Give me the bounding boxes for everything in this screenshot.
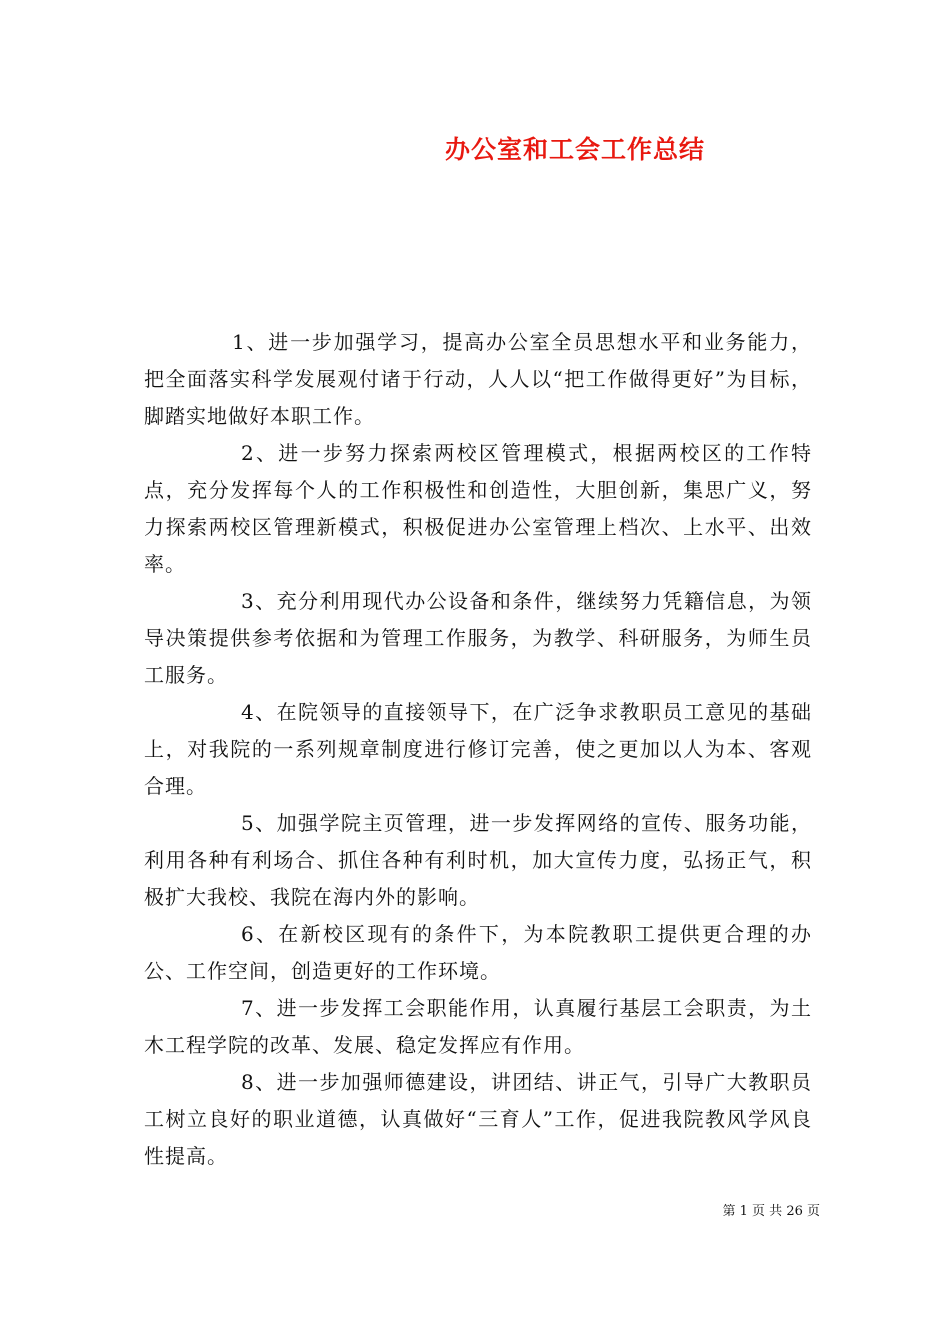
paragraph-8: 8、进一步加强师德建设，讲团结、讲正气，引导广大教职员工树立良好的职业道德，认真做好“三育人”工作，促进我院教风学风良性提高。 xyxy=(144,1070,812,1168)
paragraph-2: 2、进一步努力探索两校区管理模式，根据两校区的工作特点，充分发挥每个人的工作积极性和创造性，大胆创新，集思广义，努力探索两校区管理新模式，积极促进办公室管理上档次、上水平、出效率。 xyxy=(144,441,812,576)
paragraph-4: 4、在院领导的直接领导下，在广泛争求教职员工意见的基础上，对我院的一系列规章制度进行修订完善，使之更加以人为本、客观合理。 xyxy=(144,700,812,798)
page-number-footer: 第 1 页 共 26 页 xyxy=(722,1204,820,1219)
paragraph-7: 7、进一步发挥工会职能作用，认真履行基层工会职责，为土木工程学院的改革、发展、稳定发挥应有作用。 xyxy=(144,996,812,1057)
paragraph-6: 6、在新校区现有的条件下，为本院教职工提供更合理的办公、工作空间，创造更好的工作环境。 xyxy=(144,922,812,983)
paragraph-3: 3、充分利用现代办公设备和条件，继续努力凭籍信息，为领导决策提供参考依据和为管理工作服务，为教学、科研服务，为师生员工服务。 xyxy=(144,589,812,687)
paragraph-5: 5、加强学院主页管理，进一步发挥网络的宣传、服务功能，利用各种有利场合、抓住各种有利时机，加大宣传力度，弘扬正气，积极扩大我校、我院在海内外的影响。 xyxy=(144,811,812,909)
document-body xyxy=(144,324,812,1175)
paragraph-1: 1、进一步加强学习，提高办公室全员思想水平和业务能力，把全面落实科学发展观付诸于行动，人人以“把工作做得更好”为目标，脚踏实地做好本职工作。 xyxy=(144,330,812,428)
document-title: 办公室和工会工作总结 xyxy=(444,135,705,164)
